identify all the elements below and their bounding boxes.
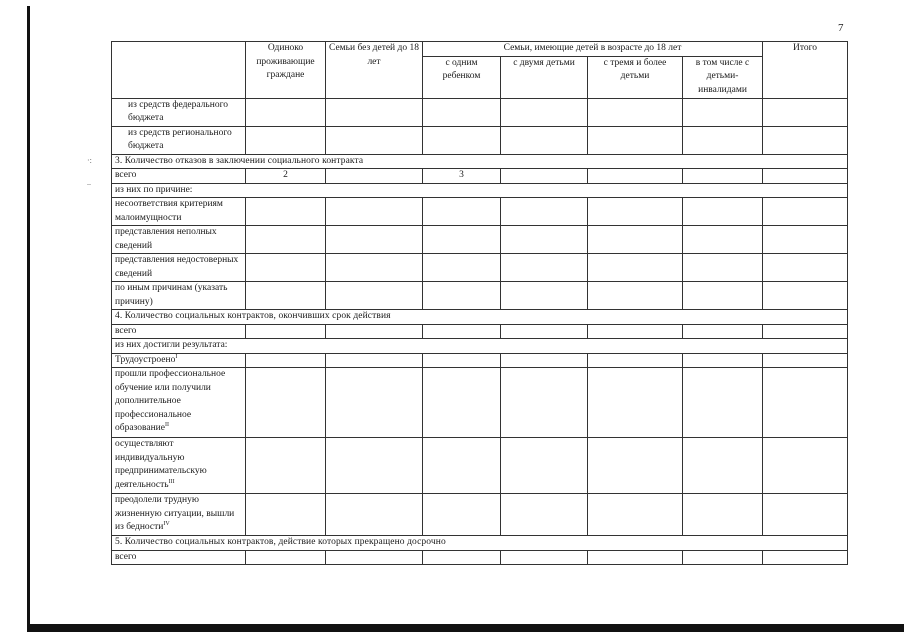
- empty-cell: [423, 438, 501, 494]
- row-label-criteria: несоответствия критериям малоимущности: [112, 198, 246, 226]
- table-row: [112, 282, 848, 310]
- empty-cell: [246, 198, 326, 226]
- header-single-citizens: Одиноко проживающие граждане: [246, 42, 326, 99]
- empty-cell: [763, 550, 848, 565]
- table-row: [112, 438, 848, 494]
- empty-cell: [683, 438, 763, 494]
- empty-cell: [326, 368, 423, 438]
- section-row: [112, 339, 848, 354]
- empty-cell: [763, 324, 848, 339]
- empty-cell: [763, 98, 848, 126]
- empty-cell: [246, 550, 326, 565]
- empty-cell: [501, 550, 588, 565]
- section-row: [112, 154, 848, 169]
- row-label-unreliable: представления недостоверных сведений: [112, 254, 246, 282]
- header-three-children: с тремя и более детьми: [588, 56, 683, 98]
- empty-cell: [246, 368, 326, 438]
- header-empty-cell: [112, 42, 246, 99]
- empty-cell: [588, 198, 683, 226]
- empty-cell: [683, 126, 763, 154]
- header-one-child: с одним ребенком: [423, 56, 501, 98]
- empty-cell: [683, 226, 763, 254]
- empty-cell: [423, 226, 501, 254]
- empty-cell: [683, 169, 763, 184]
- results-label: из них достигли результата:: [112, 339, 848, 354]
- empty-cell: [423, 550, 501, 565]
- empty-cell: [326, 198, 423, 226]
- section-4-title: 4. Количество социальных контрактов, окончивших срок действия: [112, 310, 848, 325]
- row-label-overcame: [112, 494, 246, 536]
- header-families-no-children: Семьи без детей до 18 лет: [326, 42, 423, 99]
- empty-cell: [763, 169, 848, 184]
- empty-cell: [326, 169, 423, 184]
- empty-cell: [326, 494, 423, 536]
- statistics-table: [111, 41, 848, 565]
- empty-cell: [326, 438, 423, 494]
- empty-cell: [501, 438, 588, 494]
- empty-cell: [501, 368, 588, 438]
- table-row: [112, 198, 848, 226]
- footnote-mark: II: [164, 422, 169, 428]
- table-row: [112, 368, 848, 438]
- empty-cell: [423, 254, 501, 282]
- empty-cell: [246, 324, 326, 339]
- table-row: [112, 494, 848, 536]
- empty-cell: [326, 353, 423, 368]
- empty-cell: [763, 254, 848, 282]
- empty-cell: [246, 353, 326, 368]
- reasons-label: из них по причине:: [112, 183, 848, 198]
- empty-cell: [683, 368, 763, 438]
- empty-cell: [683, 494, 763, 536]
- empty-cell: [588, 254, 683, 282]
- empty-cell: [588, 98, 683, 126]
- row-label-other-reasons: по иным причинам (указать причину): [112, 282, 246, 310]
- empty-cell: [326, 282, 423, 310]
- empty-cell: [246, 98, 326, 126]
- empty-cell: [423, 324, 501, 339]
- empty-cell: [501, 494, 588, 536]
- empty-cell: [763, 353, 848, 368]
- empty-cell: [763, 282, 848, 310]
- section-3-title: 3. Количество отказов в заключении социального контракта: [112, 154, 848, 169]
- scan-mark: ..: [87, 178, 91, 187]
- row-label-text: Трудоустроено: [115, 354, 176, 365]
- empty-cell: [683, 324, 763, 339]
- empty-cell: [763, 198, 848, 226]
- table-row: [112, 226, 848, 254]
- header-total: Итого: [763, 42, 848, 99]
- value-cell: 3: [423, 169, 501, 184]
- empty-cell: [588, 494, 683, 536]
- scan-left-edge: [27, 6, 30, 632]
- empty-cell: [326, 324, 423, 339]
- empty-cell: [423, 282, 501, 310]
- header-two-children: с двумя детьми: [501, 56, 588, 98]
- scan-bottom-edge: [27, 624, 904, 632]
- section-row: [112, 310, 848, 325]
- empty-cell: [683, 282, 763, 310]
- empty-cell: [588, 324, 683, 339]
- empty-cell: [501, 126, 588, 154]
- header-families-with-children: Семьи, имеющие детей в возрасте до 18 лет: [423, 42, 763, 57]
- row-label-total-3: всего: [112, 169, 246, 184]
- empty-cell: [246, 438, 326, 494]
- footnote-mark: I: [175, 353, 178, 360]
- row-label-federal: из средств федерального бюджета: [112, 98, 246, 126]
- section-row: [112, 536, 848, 551]
- empty-cell: [326, 254, 423, 282]
- empty-cell: [588, 550, 683, 565]
- empty-cell: [423, 126, 501, 154]
- row-label-text: преодолели трудную жизненную ситуации, вышли из бедности: [115, 495, 235, 532]
- empty-cell: [683, 353, 763, 368]
- empty-cell: [763, 126, 848, 154]
- value-cell: 2: [246, 169, 326, 184]
- empty-cell: [246, 226, 326, 254]
- table-row: [112, 98, 848, 126]
- empty-cell: [683, 198, 763, 226]
- header-disabled-children: в том числе с детьми-инвалидами: [683, 56, 763, 98]
- empty-cell: [501, 324, 588, 339]
- header-row: [112, 42, 848, 57]
- empty-cell: [501, 198, 588, 226]
- empty-cell: [763, 438, 848, 494]
- empty-cell: [501, 254, 588, 282]
- row-label-total-4: всего: [112, 324, 246, 339]
- empty-cell: [683, 98, 763, 126]
- row-label-employed: [112, 353, 246, 368]
- empty-cell: [683, 254, 763, 282]
- empty-cell: [501, 282, 588, 310]
- empty-cell: [588, 368, 683, 438]
- empty-cell: [588, 226, 683, 254]
- row-label-incomplete: представления неполных сведений: [112, 226, 246, 254]
- empty-cell: [588, 353, 683, 368]
- empty-cell: [588, 438, 683, 494]
- empty-cell: [763, 494, 848, 536]
- table-row: [112, 126, 848, 154]
- empty-cell: [588, 169, 683, 184]
- empty-cell: [246, 494, 326, 536]
- empty-cell: [423, 353, 501, 368]
- empty-cell: [683, 550, 763, 565]
- empty-cell: [588, 282, 683, 310]
- empty-cell: [423, 198, 501, 226]
- footnote-mark: IV: [163, 521, 170, 527]
- scan-mark: ·:: [87, 156, 92, 165]
- section-5-title: 5. Количество социальных контрактов, действие которых прекращено досрочно: [112, 536, 848, 551]
- table-row: [112, 550, 848, 565]
- row-label-text: осуществляют индивидуальную предпринимательскую деятельность: [115, 439, 207, 490]
- row-label-entrepreneur: [112, 438, 246, 494]
- empty-cell: [501, 353, 588, 368]
- page-number: 7: [838, 22, 844, 34]
- empty-cell: [763, 226, 848, 254]
- table-row: [112, 254, 848, 282]
- empty-cell: [423, 98, 501, 126]
- row-label-text: прошли профессиональное обучение или получили дополнительное профессиональное образование: [115, 369, 226, 433]
- section-row: [112, 183, 848, 198]
- table-row: [112, 324, 848, 339]
- empty-cell: [326, 98, 423, 126]
- empty-cell: [423, 368, 501, 438]
- empty-cell: [501, 169, 588, 184]
- empty-cell: [246, 254, 326, 282]
- empty-cell: [326, 126, 423, 154]
- empty-cell: [588, 126, 683, 154]
- row-label-regional: из средств регионального бюджета: [112, 126, 246, 154]
- empty-cell: [246, 126, 326, 154]
- row-label-total-5: всего: [112, 550, 246, 565]
- footnote-mark: III: [168, 478, 175, 485]
- empty-cell: [763, 368, 848, 438]
- empty-cell: [246, 282, 326, 310]
- table-row: [112, 169, 848, 184]
- empty-cell: [501, 226, 588, 254]
- row-label-training: [112, 368, 246, 438]
- empty-cell: [326, 550, 423, 565]
- table-row: [112, 353, 848, 368]
- empty-cell: [326, 226, 423, 254]
- empty-cell: [423, 494, 501, 536]
- empty-cell: [501, 98, 588, 126]
